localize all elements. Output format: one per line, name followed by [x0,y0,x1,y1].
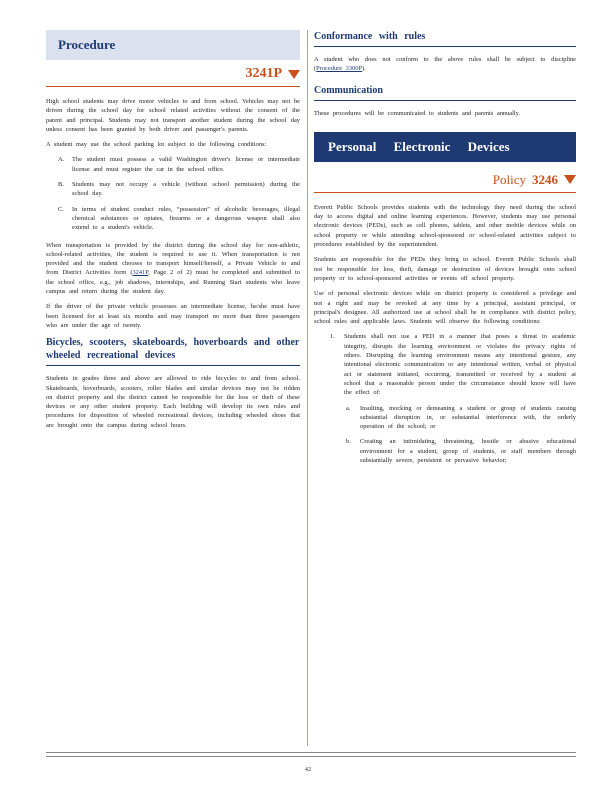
ped-conditions [314,332,576,465]
paragraph-ped-intro: Everett Public Schools provides students with the technology they need during the school day to access digital and online learning experiences. However, students may use personal electronic devices (PEDs), such as cell phones, tablets, and other mobile devices while on school property or while attending school-sponsored or school-related activities subject to procedures established by the superintendent. [314,203,576,249]
paragraph-conformance: A student who does not conform to the above rules shall be subject to discipline (Procedure 3300P). [314,56,576,73]
paragraph-driving: High school students may drive motor vehicles to and from school. Vehicles may not be driven during the school day for school related activities without the consent of the parent and principal. Students may not transport another student during the school day unless consent has been granted by both driver and passenger's parents. [46,98,300,133]
list-item: 1. Students shall not use a PED in a manner that poses a threat to academic integrity, disrupts the learning environment or violates the privacy rights of others. Disrupting the learning environment means any intentional gesture, any intentional electronic communication or any intentional written, verbal or physical act or statement initiated, occurring, transmitted or received by a student at school that a reasonable person under the circumstance should know will have the effect of: a. Insulting, mocking or demeaning a student or group of students causing substantial disruption in, or substantial interference with, the orderly operation of the school; or b. Creating an intimidating, threatening, hostile or abusive educational environment for a student, group of students, or staff members through substantially severe, persistent or pervasive behavior; [330,333,576,465]
procedure-code-row [46,66,300,82]
bikes-heading: Bicycles, scooters, skateboards, hoverboards and other wheeled recreational devices [46,337,300,362]
paragraph-parking: A student may use the school parking lot subject to the following conditions: [46,141,267,149]
parking-conditions [46,155,300,232]
right-column [314,30,576,471]
triangle-down-icon [288,70,300,79]
form-link-3241p[interactable]: 3241P [132,269,149,277]
paragraph-ped-responsibility: Students are responsible for the PEDs they bring to school. Everett Public Schools shall not be responsible for loss, theft, damage or destruction of devices brought onto school property or to school-sponsored activities or events off school property. [314,256,576,282]
ped-title: Personal Electronic Devices [328,138,510,154]
paragraph-ped-privilege: Use of personal electronic devices while on district property is considered a privilege and not a right and may be revoked at any time by a principal, assistant principal, or principal's designee. All authorized use at school shall be in compliance with district policy, school rules and applicable laws. Students will observe the following conditions: [314,290,576,326]
column-divider [307,30,308,746]
list-item: a. Insulting, mocking or demeaning a student or group of students causing substantial disruption in, or substantial interference with, the orderly operation of the school; or [346,404,576,431]
paragraph-bikes: Students in grades three and above are allowed to ride bicycles to and from school. Skateboards, hoverboards, scooters, roller blades and similar devices may not be ridden on district property and the district cannot be responsible for the loss or theft of these devices or any other student property. Each building will develop its own rules and procedures for disposition of wheeled recreational devices, including wheeled shoes that are brought onto the campus during school hours. [46,375,300,429]
blue-rule [46,365,300,366]
communication-heading: Communication [314,84,383,96]
triangle-down-icon [564,175,576,184]
blue-rule [314,46,576,47]
procedure-code: 3241P [245,66,282,81]
policy-number: 3246 [532,171,558,187]
page-number: 42 [304,766,312,773]
list-item: C. In terms of student conduct rules, “possession” of alcoholic beverages, illegal chemical substances or opiates, firearms or a dangerous weapon shall also extend to a student's vehicle. [58,205,300,232]
list-item: B. Students may not occupy a vehicle (without school permission) during the school day. [58,181,300,198]
paragraph-communication: These procedures will be communicated to students and parents annually. [314,109,521,117]
ped-subconditions [344,404,576,466]
left-column [46,30,300,436]
list-item: b. Creating an intimidating, threatening, hostile or abusive educational environment for a student, group of students, or staff members through substantially severe, persistent or pervasive behavior; [346,438,576,465]
policy-code-row [314,172,576,188]
policy-label: Policy [492,171,526,187]
procedure-title: Procedure [58,37,116,52]
procedure-header [46,30,300,60]
ped-header [314,132,576,162]
orange-rule [46,86,300,87]
orange-rule [314,192,576,193]
procedure-link-3300p[interactable]: Procedure 3300P [316,65,362,73]
conformance-heading: Conformance with rules [314,31,426,42]
paragraph-intermediate-license: If the driver of the private vehicle possesses an intermediate license, he/she must have been licensed for at least six months and may transport no more than three passengers who are under the age of twenty. [46,303,300,329]
list-item: A. The student must possess a valid Washington driver's license or intermediate license and must register the car in the school office. [58,156,300,173]
footer-rule [46,752,576,757]
paragraph-transportation: When transportation is provided by the district during the school day for non-athletic, school-related activities, the student is required to use it. When transportation is not provided and the student chooses to transport himself/herself, a Private Vehicle to and from District Activities form (3241P, Page 2 of 2) must be completed and submitted to the school office, e.g., job shadows, internships, and Running Start students who leave campus and return during the student day. [46,241,301,296]
blue-rule [314,100,576,101]
